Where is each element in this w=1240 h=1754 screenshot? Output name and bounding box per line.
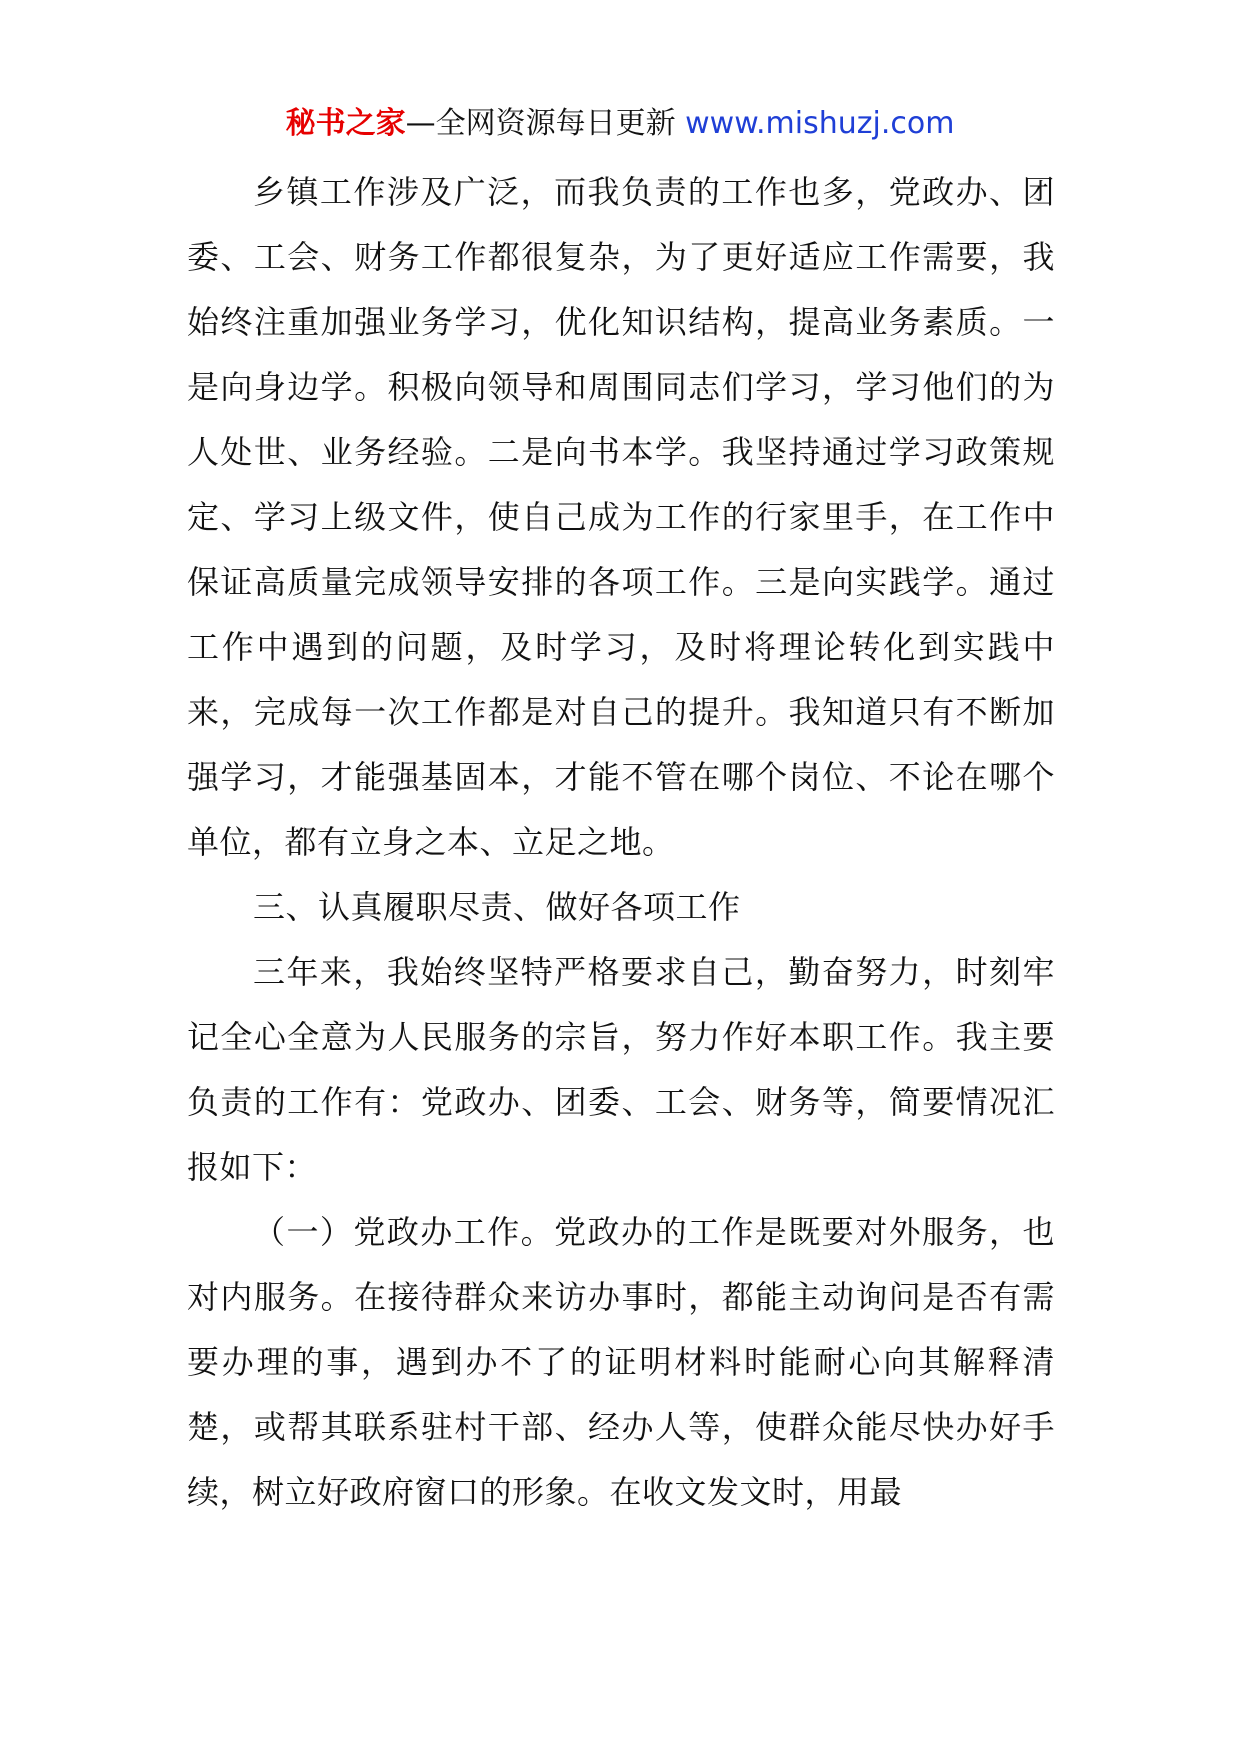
section-heading: 三、认真履职尽责、做好各项工作	[253, 888, 741, 926]
paragraph-party-office: （一）党政办工作。党政办的工作是既要对外服务，也对内服务。在接待群众来访办事时，都能主动询问是否有需要办理的事，遇到办不了的证明材料时能耐心向其解释清楚，或帮其联系驻村干部、经办人等，使群众能尽快办好手续，树立好政府窗口的形象。在收文发文时，用最	[187, 1213, 1055, 1511]
document-body	[187, 160, 1055, 1525]
header-tagline: —全网资源每日更新	[405, 106, 676, 141]
header-brand: 秘书之家	[285, 106, 406, 141]
paragraph-study: 乡镇工作涉及广泛，而我负责的工作也多，党政办、团委、工会、财务工作都很复杂，为了更好适应工作需要，我始终注重加强业务学习，优化知识结构，提高业务素质。一是向身边学。积极向领导和周围同志们学习，学习他们的为人处世、业务经验。二是向书本学。我坚持通过学习政策规定、学习上级文件，使自己成为工作的行家里手，在工作中保证高质量完成领导安排的各项工作。三是向实践学。通过工作中遇到的问题，及时学习，及时将理论转化到实践中来，完成每一次工作都是对自己的提升。我知道只有不断加强学习，才能强基固本，才能不管在哪个岗位、不论在哪个单位，都有立身之本、立足之地。	[187, 173, 1055, 861]
header-url-link[interactable]: www.mishuzj.com	[685, 106, 955, 141]
page-header	[0, 104, 1240, 144]
paragraph-duties-intro: 三年来，我始终坚特严格要求自己，勤奋努力，时刻牢记全心全意为人民服务的宗旨，努力作好本职工作。我主要负责的工作有：党政办、团委、工会、财务等，简要情况汇报如下：	[187, 953, 1055, 1186]
